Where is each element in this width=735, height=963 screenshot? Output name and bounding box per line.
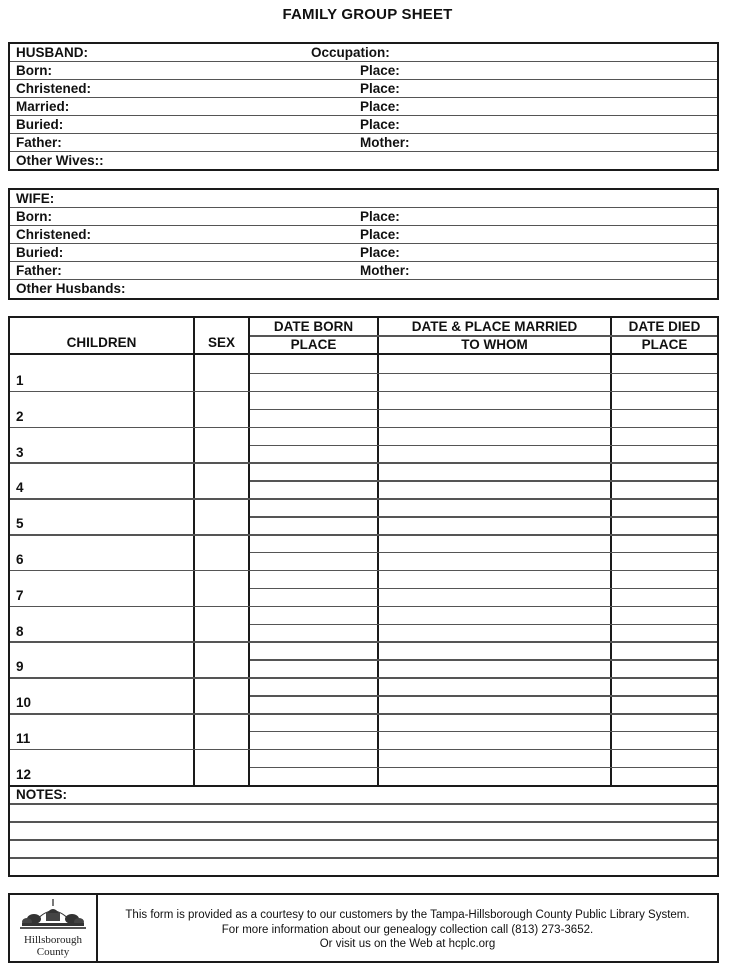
header-date-place-married: DATE & PLACE MARRIED: [411, 319, 578, 334]
header-sex: SEX: [207, 335, 235, 350]
child-row-divider: [10, 427, 717, 429]
husband-field-label: Married:: [16, 99, 70, 114]
husband-field-row[interactable]: [10, 98, 717, 116]
footer: [8, 893, 719, 963]
wife-field-label: Christened:: [16, 227, 92, 242]
notes-line[interactable]: [10, 803, 717, 805]
notes-line[interactable]: [10, 821, 717, 823]
child-row-divider: [10, 641, 717, 643]
husband-field-label-right: Occupation:: [311, 45, 390, 60]
child-row-divider: [10, 534, 717, 536]
husband-field-label-right: Place:: [360, 117, 400, 132]
notes-line[interactable]: [10, 857, 717, 859]
footer-line-3: Or visit us on the Web at hcplc.org: [319, 938, 496, 950]
header-date-born: DATE BORN: [273, 319, 354, 334]
header-bottom-border: [10, 353, 717, 355]
wife-field-row[interactable]: [10, 244, 717, 262]
page-title: FAMILY GROUP SHEET: [282, 6, 453, 23]
child-subrow-divider: [250, 552, 717, 554]
child-row-divider: [10, 713, 717, 715]
header-to-whom: TO WHOM: [461, 337, 528, 352]
husband-field-label-right: Place:: [360, 99, 400, 114]
child-subrow-divider: [250, 445, 717, 447]
header-subdivider: [250, 335, 717, 337]
child-subrow-divider: [250, 409, 717, 411]
wife-field-row[interactable]: [10, 280, 717, 298]
husband-field-row[interactable]: [10, 62, 717, 80]
wife-field-row[interactable]: [10, 226, 717, 244]
header-born-place: PLACE: [290, 337, 337, 352]
husband-field-label: Other Wives::: [16, 153, 104, 168]
wife-field-label: WIFE:: [16, 191, 55, 206]
child-row-divider: [10, 570, 717, 572]
child-number: 1: [16, 373, 24, 388]
wife-section: [8, 188, 719, 300]
wife-field-row[interactable]: [10, 190, 717, 208]
column-divider: [193, 318, 195, 785]
child-number: 10: [16, 695, 32, 711]
header-date-died: DATE DIED: [628, 319, 701, 334]
notes-line[interactable]: [10, 839, 717, 841]
husband-field-label-right: Mother:: [360, 135, 410, 150]
husband-field-label: Christened:: [16, 81, 92, 96]
wife-field-label: Other Husbands:: [16, 281, 126, 296]
logo-text-line2: County: [36, 946, 70, 958]
husband-field-row[interactable]: [10, 80, 717, 98]
child-subrow-divider: [250, 480, 717, 482]
wife-field-row[interactable]: [10, 208, 717, 226]
child-number: 9: [16, 659, 24, 675]
husband-field-label: HUSBAND:: [16, 45, 88, 60]
child-subrow-divider: [250, 624, 717, 626]
logo-text-line1: Hillsborough: [23, 934, 83, 946]
child-number: 4: [16, 480, 24, 496]
child-subrow-divider: [250, 516, 717, 518]
child-number: 8: [16, 623, 24, 639]
husband-field-label-right: Place:: [360, 63, 400, 78]
wife-field-label-right: Place:: [360, 245, 400, 260]
children-table: [8, 316, 719, 787]
child-number: 12: [16, 766, 32, 782]
husband-field-label-right: Place:: [360, 81, 400, 96]
child-number: 11: [16, 731, 31, 746]
child-subrow-divider: [250, 731, 717, 733]
husband-field-row[interactable]: [10, 116, 717, 134]
notes-section: [8, 785, 719, 877]
husband-field-label: Born:: [16, 63, 52, 78]
child-row-divider: [10, 606, 717, 608]
child-number: 3: [16, 444, 24, 460]
header-died-place: PLACE: [641, 337, 688, 352]
husband-field-row[interactable]: [10, 44, 717, 62]
library-logo: [10, 895, 98, 961]
courthouse-icon: [10, 897, 96, 933]
husband-section: [8, 42, 719, 171]
child-number: 7: [16, 587, 24, 603]
child-subrow-divider: [250, 588, 717, 590]
husband-field-label: Buried:: [16, 117, 64, 132]
child-number: 2: [16, 408, 24, 424]
child-row-divider: [10, 677, 717, 679]
footer-line-2: For more information about our genealogy collection call (813) 273-3652.: [221, 923, 594, 936]
wife-field-label: Buried:: [16, 245, 64, 260]
child-row-divider: [10, 391, 717, 393]
child-number: 5: [16, 516, 24, 532]
footer-text: [98, 908, 717, 952]
child-subrow-divider: [250, 373, 717, 375]
notes-label: NOTES:: [16, 787, 68, 802]
wife-field-label: Father:: [16, 263, 62, 278]
wife-field-label-right: Mother:: [360, 263, 410, 278]
header-children: CHILDREN: [66, 335, 137, 350]
child-subrow-divider: [250, 767, 717, 769]
wife-field-label-right: Place:: [360, 227, 400, 242]
child-row-divider: [10, 498, 717, 500]
husband-field-row[interactable]: [10, 134, 717, 152]
child-subrow-divider: [250, 695, 717, 697]
child-number: 6: [16, 552, 24, 567]
wife-field-row[interactable]: [10, 262, 717, 280]
child-row-divider: [10, 462, 717, 464]
wife-field-label-right: Place:: [360, 209, 400, 224]
child-subrow-divider: [250, 659, 717, 661]
child-row-divider: [10, 749, 717, 751]
husband-field-label: Father:: [16, 135, 62, 150]
footer-line-1: This form is provided as a courtesy to our customers by the Tampa-Hillsborough County Public Library System.: [125, 909, 690, 921]
wife-field-label: Born:: [16, 209, 52, 224]
husband-field-row[interactable]: [10, 152, 717, 170]
